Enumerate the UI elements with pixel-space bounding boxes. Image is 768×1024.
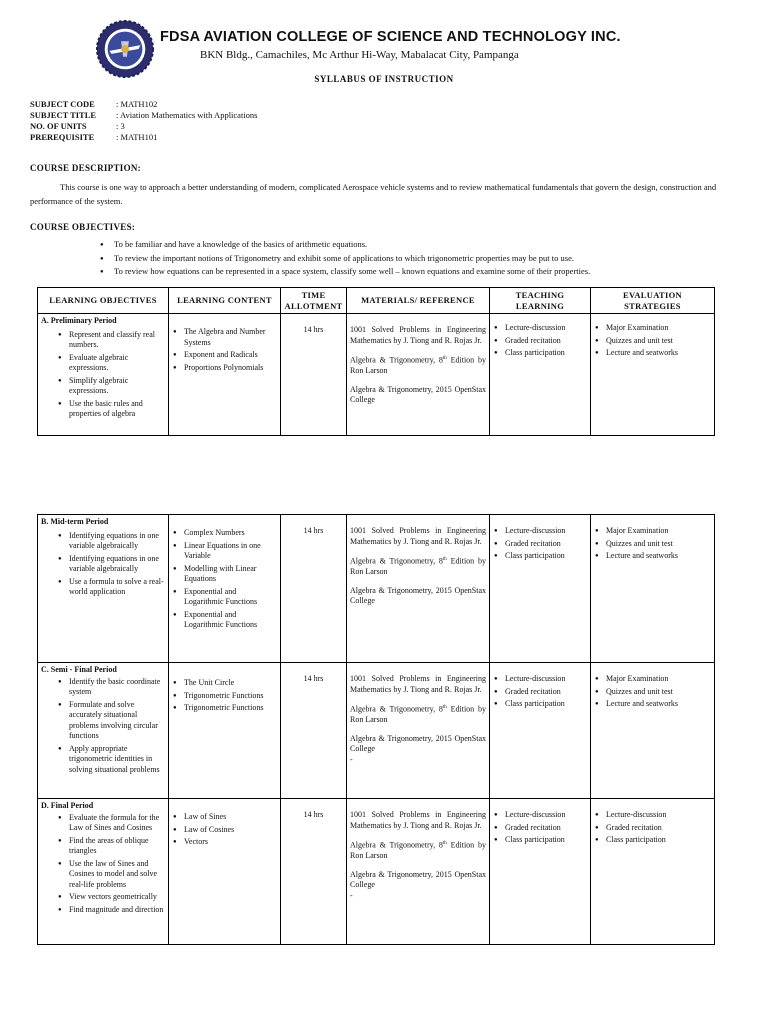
content-item: ● Vectors xyxy=(172,837,277,848)
content-item: ● Law of Cosines xyxy=(172,825,277,836)
reference-dash: - xyxy=(350,890,353,900)
objective-item: ● View vectors geometrically xyxy=(41,892,165,903)
course-objective-item: ● To review the important notions of Trigonometry and exhibit some of applications to which trigonometric properties may be put to use. xyxy=(100,252,590,266)
reference-1: 1001 Solved Problems in Engineering Mathematics by J. Tiong and R. Rojas Jr. xyxy=(350,674,486,694)
reference-2-edition: Edition by Ron Larson xyxy=(350,355,486,376)
evaluation-item: ● Graded recitation xyxy=(594,823,711,834)
objective-item: ● Evaluate algebraic expressions. xyxy=(41,353,165,374)
evaluation-item: ● Major Examination xyxy=(594,323,711,334)
content-item: ● Exponential and Logarithmic Functions xyxy=(172,587,277,608)
content-item: ● The Unit Circle xyxy=(172,678,277,689)
period-title: D. Final Period xyxy=(41,801,94,810)
syllabus-table-2 xyxy=(37,514,715,945)
objective-item: ● Identify the basic coordinate system xyxy=(41,677,165,698)
subject-code-label: SUBJECT CODE xyxy=(30,99,95,109)
course-description-text: This course is one way to approach a better understanding of modern, complicated Aerospace vehicle systems and to review mathematical fundamentals that govern the design, construction and performance of the system. xyxy=(30,182,717,206)
content-item: ● Exponential and Logarithmic Functions xyxy=(172,610,277,631)
objective-item: ● Find magnitude and direction xyxy=(41,905,165,916)
reference-2: Algebra & Trigonometry, 8 xyxy=(350,355,443,365)
objective-item: ● Find the areas of oblique triangles xyxy=(41,836,165,857)
teaching-item: ● Lecture-discussion xyxy=(493,674,587,685)
reference-1: 1001 Solved Problems in Engineering Mathematics by J. Tiong and R. Rojas Jr. xyxy=(350,810,486,830)
units-label: NO. OF UNITS xyxy=(30,121,87,131)
reference-2: Algebra & Trigonometry, 8 xyxy=(350,840,443,850)
teaching-item: ● Class participation xyxy=(493,699,587,710)
evaluation-item: ● Class participation xyxy=(594,835,711,846)
evaluation-item: ● Quizzes and unit test xyxy=(594,687,711,698)
table-row xyxy=(38,663,715,799)
document-title: SYLLABUS OF INSTRUCTION xyxy=(314,74,454,84)
objective-item: ● Identifying equations in one variable algebraically xyxy=(41,531,165,552)
content-item: ● Exponent and Radicals xyxy=(172,350,277,361)
course-objectives-heading: COURSE OBJECTIVES: xyxy=(30,222,136,232)
reference-2-edition: Edition by Ron Larson xyxy=(350,840,486,861)
reference-1: 1001 Solved Problems in Engineering Mathematics by J. Tiong and R. Rojas Jr. xyxy=(350,526,486,546)
table-row xyxy=(38,515,715,663)
teaching-item: ● Graded recitation xyxy=(493,687,587,698)
prerequisite-label: PREREQUISITE xyxy=(30,132,95,142)
header-teaching-learning: TEACHING LEARNING xyxy=(490,288,591,314)
period-title: C. Semi - Final Period xyxy=(41,665,117,674)
objective-item: ● Simplify algebraic expressions. xyxy=(41,376,165,397)
header-materials-reference: MATERIALS/ REFERENCE xyxy=(347,288,490,314)
evaluation-item: ● Quizzes and unit test xyxy=(594,539,711,550)
evaluation-item: ● Lecture and seatworks xyxy=(594,551,711,562)
objective-item: ● Identifying equations in one variable algebraically xyxy=(41,554,165,575)
reference-dash: - xyxy=(350,754,353,764)
time-allotment: 14 hrs xyxy=(281,663,347,799)
evaluation-item: ● Lecture and seatworks xyxy=(594,699,711,710)
reference-3: Algebra & Trigonometry, 2015 OpenStax College xyxy=(350,384,486,405)
course-description-heading: COURSE DESCRIPTION: xyxy=(30,163,141,173)
objective-item: ● Evaluate the formula for the Law of Sines and Cosines xyxy=(41,813,165,834)
teaching-item: ● Lecture-discussion xyxy=(493,323,587,334)
course-objective-item: ● To be familiar and have a knowledge of the basics of arithmetic equations. xyxy=(100,238,590,252)
time-allotment: 14 hrs xyxy=(281,515,347,663)
evaluation-item: ● Quizzes and unit test xyxy=(594,336,711,347)
content-item: ● Proportions Polynomials xyxy=(172,363,277,374)
period-title: A. Preliminary Period xyxy=(41,316,117,325)
reference-2-edition: Edition by Ron Larson xyxy=(350,704,486,725)
teaching-item: ● Graded recitation xyxy=(493,539,587,550)
teaching-item: ● Class participation xyxy=(493,551,587,562)
teaching-item: ● Class participation xyxy=(493,835,587,846)
college-seal-logo xyxy=(96,20,154,78)
syllabus-table-1 xyxy=(37,287,715,436)
units-row xyxy=(30,121,125,132)
header-learning-objectives: LEARNING OBJECTIVES xyxy=(38,288,169,314)
reference-2-sup: th xyxy=(442,841,447,846)
reference-2-edition: Edition by Ron Larson xyxy=(350,556,486,577)
content-item: ● Trigonometric Functions xyxy=(172,703,277,714)
reference-3: Algebra & Trigonometry, 2015 OpenStax College xyxy=(350,869,486,890)
course-objective-item: ● To review how equations can be represented in a space system, classify some well – known equations and examine some of their properties. xyxy=(100,265,590,279)
evaluation-item: ● Major Examination xyxy=(594,674,711,685)
subject-title-label: SUBJECT TITLE xyxy=(30,110,97,120)
subject-title-row xyxy=(30,110,258,121)
time-allotment: 14 hrs xyxy=(281,799,347,945)
objective-item: ● Use the basic rules and properties of algebra xyxy=(41,399,165,420)
content-item: ● Linear Equations in one Variable xyxy=(172,541,277,562)
content-item: ● Trigonometric Functions xyxy=(172,691,277,702)
subject-code-value: : MATH102 xyxy=(116,99,158,109)
header-learning-content: LEARNING CONTENT xyxy=(169,288,281,314)
content-item: ● The Algebra and Number Systems xyxy=(172,327,277,348)
reference-2-sup: th xyxy=(442,705,447,710)
reference-1: 1001 Solved Problems in Engineering Mathematics by J. Tiong and R. Rojas Jr. xyxy=(350,325,486,345)
teaching-item: ● Graded recitation xyxy=(493,823,587,834)
reference-3: Algebra & Trigonometry, 2015 OpenStax College xyxy=(350,733,486,754)
reference-2-sup: th xyxy=(442,557,447,562)
period-title: B. Mid-term Period xyxy=(41,517,109,526)
subject-code-row xyxy=(30,99,157,110)
header-time-allotment: TIME ALLOTMENT xyxy=(281,288,347,314)
header-evaluation-strategies: EVALUATION STRATEGIES xyxy=(591,288,715,314)
prerequisite-value: : MATH101 xyxy=(116,132,158,142)
objective-item: ● Represent and classify real numbers. xyxy=(41,330,165,351)
teaching-item: ● Class participation xyxy=(493,348,587,359)
table-header-row xyxy=(38,288,715,314)
reference-2-sup: th xyxy=(442,356,447,361)
subject-title-value: : Aviation Mathematics with Applications xyxy=(116,110,258,120)
objective-item: ● Use the law of Sines and Cosines to model and solve real-life problems xyxy=(41,859,165,891)
prerequisite-row xyxy=(30,132,157,143)
objective-item: ● Apply appropriate trigonometric identities in solving situational problems xyxy=(41,744,165,776)
college-address: BKN Bldg., Camachiles, Mc Arthur Hi-Way, Mabalacat City, Pampanga xyxy=(200,49,519,61)
table-row xyxy=(38,799,715,945)
objective-item: ● Use a formula to solve a real-world application xyxy=(41,577,165,598)
evaluation-item: ● Lecture-discussion xyxy=(594,810,711,821)
evaluation-item: ● Lecture and seatworks xyxy=(594,348,711,359)
course-objectives-list xyxy=(100,238,590,279)
units-value: : 3 xyxy=(116,121,125,131)
content-item: ● Law of Sines xyxy=(172,812,277,823)
content-item: ● Complex Numbers xyxy=(172,528,277,539)
objective-item: ● Formulate and solve accurately situational problems involving circular functions xyxy=(41,700,165,742)
teaching-item: ● Graded recitation xyxy=(493,336,587,347)
teaching-item: ● Lecture-discussion xyxy=(493,526,587,537)
evaluation-item: ● Major Examination xyxy=(594,526,711,537)
reference-2: Algebra & Trigonometry, 8 xyxy=(350,704,443,714)
teaching-item: ● Lecture-discussion xyxy=(493,810,587,821)
college-name: FDSA AVIATION COLLEGE OF SCIENCE AND TECHNOLOGY INC. xyxy=(160,29,621,45)
time-allotment: 14 hrs xyxy=(281,314,347,436)
reference-2: Algebra & Trigonometry, 8 xyxy=(350,556,443,566)
content-item: ● Modelling with Linear Equations xyxy=(172,564,277,585)
reference-3: Algebra & Trigonometry, 2015 OpenStax College xyxy=(350,585,486,606)
table-row xyxy=(38,314,715,436)
